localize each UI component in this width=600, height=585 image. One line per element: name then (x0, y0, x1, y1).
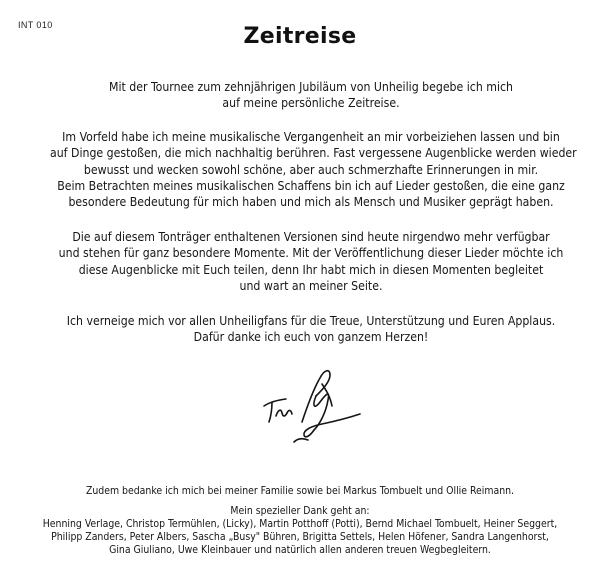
page-title: Zeitreise (243, 24, 357, 49)
paragraph-line: Die auf diesem Tonträger enthaltenen Versionen sind heute nirgendwo mehr verfügbar (72, 230, 550, 244)
footer-line: Mein spezieller Dank geht an: (230, 505, 370, 517)
footer-special-thanks (0, 505, 600, 557)
paragraph-line: Mit der Tournee zum zehnjährigen Jubiläum von Unheilig begebe ich mich (109, 80, 513, 94)
paragraph-past (50, 129, 577, 210)
footer-line: Gina Giuliano, Uwe Kleinbauer und natürlich allen anderen treuen Wegbegleitern. (109, 543, 491, 556)
paragraph-line: auf meine persönliche Zeitreise. (222, 96, 400, 111)
footer-family-thanks (0, 485, 600, 498)
paragraph-line: diese Augenblicke mit Euch teilen, denn Ihr habt mich in diesen Momenten begleitet (78, 262, 544, 277)
paragraph-thanks-fans (50, 313, 572, 346)
footer-line: Henning Verlage, Christop Termühlen, (Licky), Martin Potthoff (Potti), Bernd Michael Tombuelt, Heiner Seggert, (42, 517, 558, 530)
paragraph-line: und stehen für ganz besondere Momente. Mit der Veröffentlichung dieser Lieder möchte ich (58, 246, 564, 261)
paragraph-line: auf Dinge gestoßen, die mich nachhaltig berühren. Fast vergessene Augenblicke werden wieder (50, 146, 577, 161)
paragraph-line: Im Vorfeld habe ich meine musikalische Vergangenheit an mir vorbeiziehen lassen und bin (62, 130, 560, 144)
paragraph-line: Dafür danke ich euch von ganzem Herzen! (193, 330, 429, 345)
paragraph-line: und wart an meiner Seite. (239, 278, 383, 293)
paragraph-line: bewusst und wecken sowohl schöne, aber auch schmerzhafte Erinnerungen in mir. (83, 162, 539, 177)
paragraph-line: besondere Bedeutung für mich haben und mich als Mensch und Musiker geprägt haben. (68, 195, 554, 210)
footer-line: Zudem bedanke ich mich bei meiner Familie sowie bei Markus Tombuelt und Ollie Reimann. (85, 485, 515, 497)
paragraph-line: Ich verneige mich vor allen Unheiligfans für die Treue, Unterstützung und Euren Applaus. (66, 314, 556, 328)
signature-icon (256, 366, 368, 448)
paragraph-versions (50, 229, 572, 294)
page-code: INT 010 (18, 20, 53, 30)
footer-line: Philipp Zanders, Peter Albers, Sascha „Busy" Bühren, Brigitta Settels, Helen Höfener, Sandra Langenhorst, (51, 530, 549, 543)
paragraph-line: Beim Betrachten meines musikalischen Schaffens bin ich auf Lieder gestoßen, die eine ganz (57, 178, 565, 193)
paragraph-intro (50, 79, 572, 112)
